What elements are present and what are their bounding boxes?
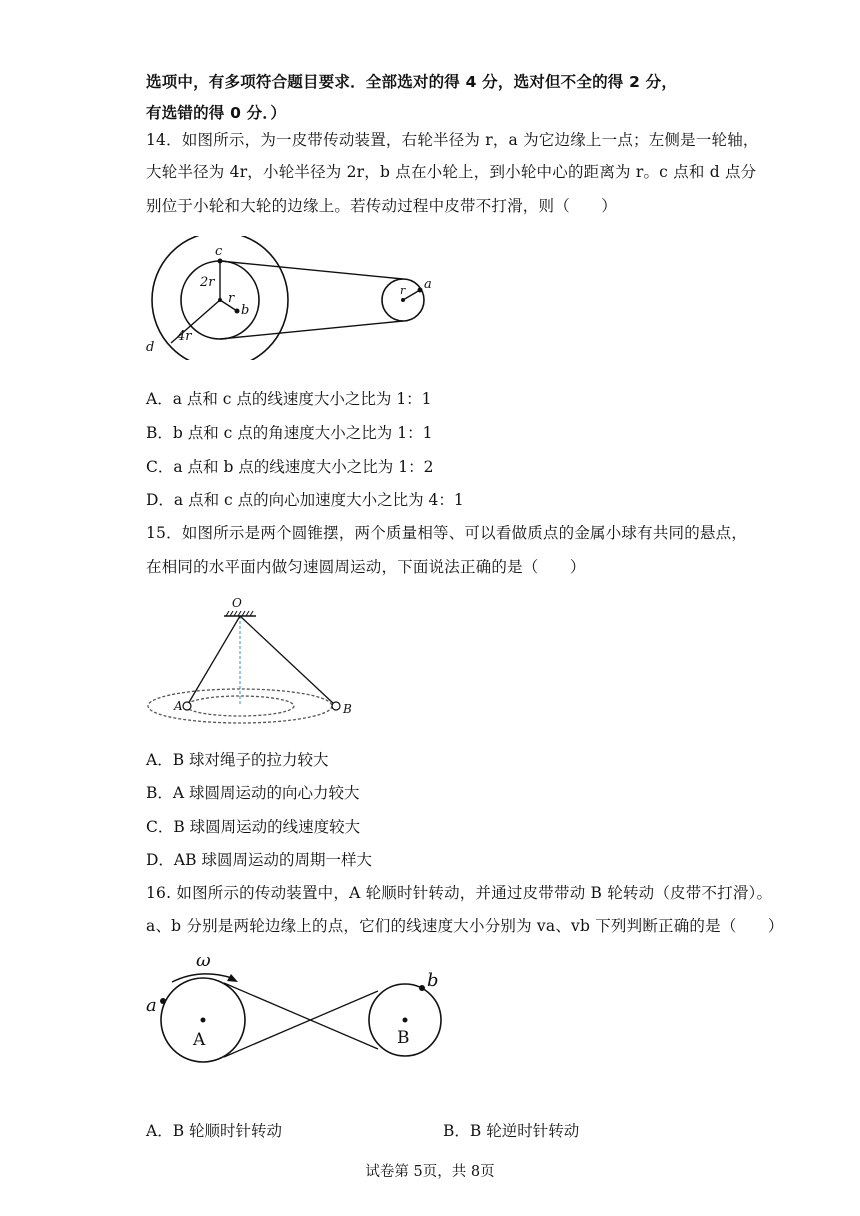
belt-cross-1 [224, 983, 378, 1049]
section-intro-line-2: 有选错的得 0 分．） [146, 104, 287, 122]
label-A: A [174, 699, 183, 713]
ball-b [332, 702, 340, 710]
q16-stem-line-2: a、b 分别是两轮边缘上的点，它们的线速度大小分别为 va、vb 下列判断正确的是（ ） [146, 917, 784, 935]
label-wheel-B: B [397, 1028, 410, 1048]
label-r: r [228, 291, 235, 306]
q14-stem-line-3: 别位于小轮和大轮的边缘上。若传动过程中皮带不打滑，则（ ） [146, 197, 618, 215]
q14-option-d[interactable]: D．a 点和 c 点的向心加速度大小之比为 4：1 [146, 491, 464, 509]
label-b: b [241, 303, 250, 318]
point-c [218, 259, 223, 264]
q15-option-b[interactable]: B．A 球圆周运动的向心力较大 [146, 784, 360, 802]
section-intro-line-1: 选项中，有多项符合题目要求．全部选对的得 4 分，选对但不全的得 2 分， [146, 73, 678, 91]
string-a [188, 616, 240, 704]
string-b [240, 616, 334, 704]
belt-top [220, 261, 403, 279]
q16-option-a[interactable]: A．B 轮顺时针转动 [146, 1122, 283, 1140]
ball-a [183, 702, 191, 710]
label-a: a [146, 995, 157, 1016]
q16-crossed-belt-figure [140, 946, 460, 1072]
q15-conical-pendulum-figure [140, 594, 370, 724]
label-a: a [424, 277, 432, 292]
point-b [419, 985, 425, 991]
label-B: B [343, 702, 352, 716]
point-center-left [218, 298, 222, 302]
q15-option-a[interactable]: A．B 球对绳子的拉力较大 [146, 751, 329, 769]
label-2r: 2r [200, 275, 215, 290]
label-omega: ω [196, 950, 211, 971]
point-a [160, 998, 166, 1004]
label-4r: 4r [177, 329, 192, 344]
label-wheel-A: A [193, 1030, 206, 1050]
q16-option-b[interactable]: B．B 轮逆时针转动 [443, 1122, 580, 1140]
label-d: d [146, 340, 155, 355]
q16-stem-line-1: 16. 如图所示的传动装置中，A 轮顺时针转动，并通过皮带带动 B 轮转动（皮带不打滑）。 [146, 884, 773, 902]
q14-option-a[interactable]: A．a 点和 c 点的线速度大小之比为 1：1 [146, 390, 432, 408]
q15-option-c[interactable]: C．B 球圆周运动的线速度较大 [146, 818, 361, 836]
label-c: c [215, 244, 223, 259]
q14-stem-line-1: 14．如图所示，为一皮带传动装置，右轮半径为 r，a 为它边缘上一点；左侧是一轮轴， [146, 131, 759, 149]
label-O: O [232, 596, 242, 610]
label-b: b [427, 970, 439, 991]
q14-option-b[interactable]: B．b 点和 c 点的角速度大小之比为 1：1 [146, 424, 433, 442]
q14-belt-pulley-figure [140, 236, 450, 360]
q15-stem-line-2: 在相同的水平面内做匀速圆周运动，下面说法正确的是（ ） [146, 558, 586, 576]
point-a [418, 288, 423, 293]
q15-stem-line-1: 15．如图所示是两个圆锥摆，两个质量相等、可以看做质点的金属小球有共同的悬点， [146, 524, 748, 542]
point-b [235, 309, 240, 314]
point-center-right [401, 298, 405, 302]
q14-stem-line-2: 大轮半径为 4r，小轮半径为 2r，b 点在小轮上，到小轮中心的距离为 r。c 点和 d 点分 [146, 163, 757, 181]
q14-option-c[interactable]: C．a 点和 b 点的线速度大小之比为 1：2 [146, 458, 434, 476]
belt-bottom [220, 321, 403, 339]
belt-cross-2 [224, 991, 378, 1057]
q15-option-d[interactable]: D．AB 球圆周运动的周期一样大 [146, 851, 372, 869]
label-r-right: r [400, 284, 406, 297]
page-footer: 试卷第 5页，共 8页 [365, 1164, 495, 1180]
